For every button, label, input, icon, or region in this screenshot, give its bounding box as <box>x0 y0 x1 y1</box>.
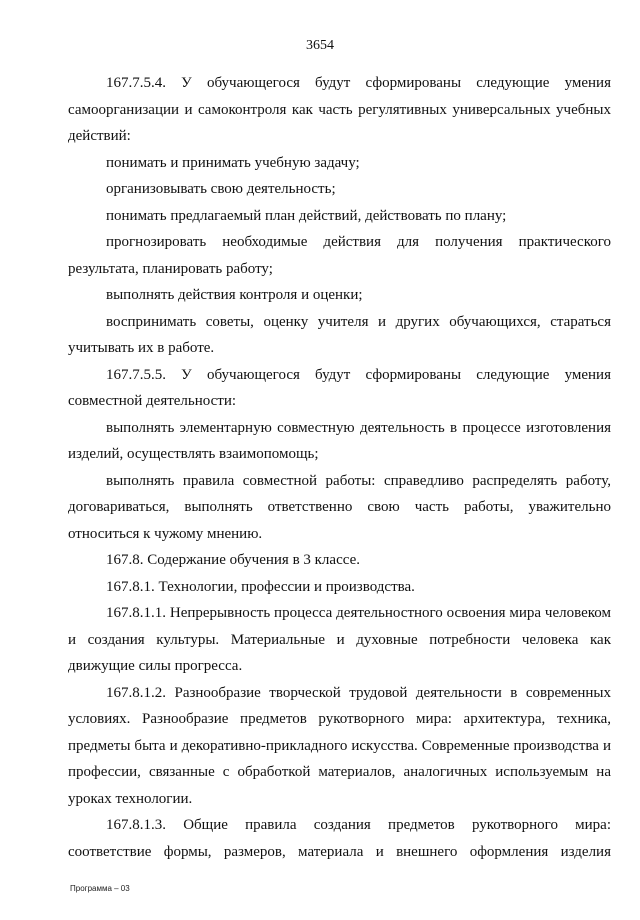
list-item: понимать и принимать учебную задачу; <box>106 154 360 171</box>
paragraph-167-7-5-5: 167.7.5.5. У обучающегося будут сформированы следующие умения совместной деятельности: <box>68 366 611 409</box>
list-item: выполнять действия контроля и оценки; <box>106 287 363 303</box>
section-heading-167-8-1: 167.8.1. Технологии, профессии и производства. <box>106 578 415 595</box>
list-item: понимать предлагаемый план действий, действовать по плану; <box>106 207 507 224</box>
paragraph-167-8-1-1: 167.8.1.1. Непрерывность процесса деятельностного освоения мира человеком и создания культуры. Материальные и духовные потребности человека как движущие силы прогресса. <box>68 605 611 674</box>
page-number: 3654 <box>306 38 334 53</box>
list-item: организовывать свою деятельность; <box>106 181 336 197</box>
list-item: воспринимать советы, оценку учителя и других обучающихся, стараться учитывать их в работе. <box>68 313 611 356</box>
paragraph-167-8-1-2: 167.8.1.2. Разнообразие творческой трудовой деятельности в современных условиях. Разнообразие предметов рукотворного мира: архитектура, техника, предметы быта и декоративно-прикладного искусства. Современные производства и профессии, связанные с обработкой материалов, аналогичных используемым на уроках технологии. <box>68 684 611 807</box>
paragraph-167-8-1-3: 167.8.1.3. Общие правила создания предметов рукотворного мира: соответствие формы, размеров, материала и внешнего оформления изделия <box>68 817 611 860</box>
section-heading-167-8: 167.8. Содержание обучения в 3 классе. <box>106 552 360 568</box>
list-item: прогнозировать необходимые действия для получения практического результата, планировать работу; <box>68 234 611 277</box>
list-item: выполнять правила совместной работы: справедливо распределять работу, договариваться, выполнять ответственно свою часть работы, уважительно относиться к чужому мнению. <box>68 472 611 542</box>
list-item: выполнять элементарную совместную деятельность в процессе изготовления изделий, осуществлять взаимопомощь; <box>68 419 611 462</box>
footer-program-label: Программа – 03 <box>70 884 130 893</box>
document-body <box>68 70 611 865</box>
paragraph-167-7-5-4: 167.7.5.4. У обучающегося будут сформированы следующие умения самоорганизации и самоконтроля как часть регулятивных универсальных учебных действий: <box>68 75 611 144</box>
